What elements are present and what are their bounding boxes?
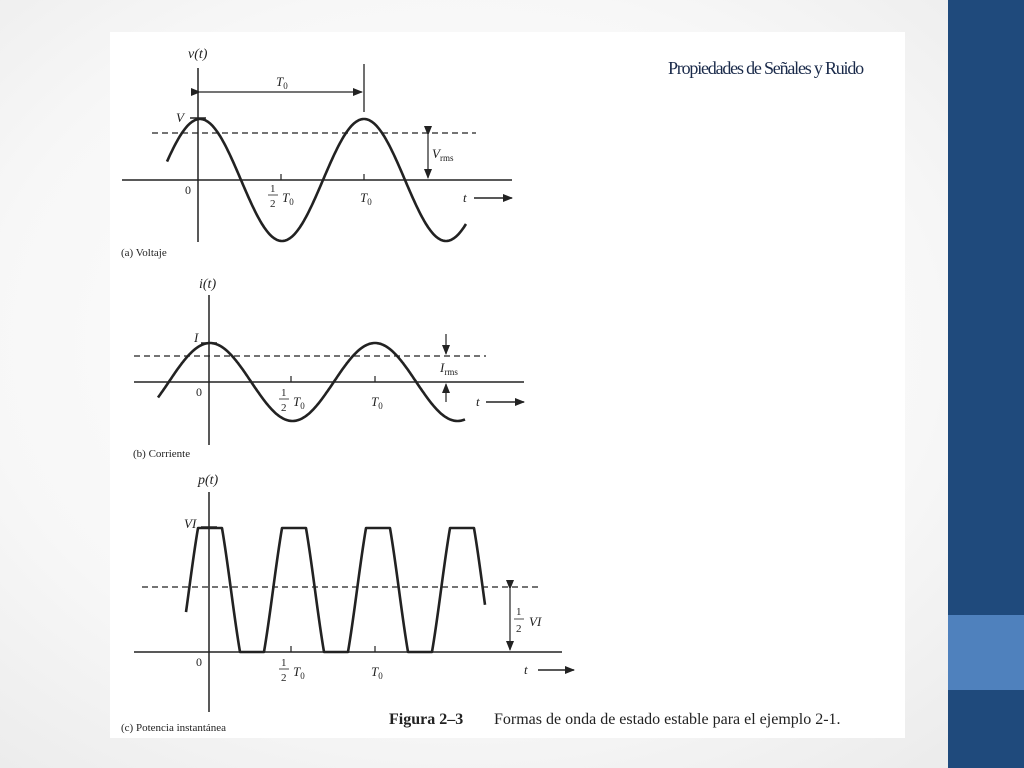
voltage-period-label: $T_0$ xyxy=(276,74,288,91)
power-t0-label: $T_0$ xyxy=(371,664,383,681)
current-half-den: 2 xyxy=(281,402,287,414)
current-half-num: 1 xyxy=(281,387,287,399)
current-t0-label: $T_0$ xyxy=(371,394,383,411)
voltage-amplitude-label: V xyxy=(176,110,184,125)
voltage-t-label: t xyxy=(463,190,467,205)
voltage-caption: (a) Voltaje xyxy=(121,247,167,259)
current-rms-label: $I_{rms}$ xyxy=(440,360,458,377)
power-t-label: t xyxy=(524,662,528,677)
voltage-rms-label: $V_{rms}$ xyxy=(432,146,454,163)
voltage-origin-label: 0 xyxy=(185,183,191,197)
current-origin-label: 0 xyxy=(196,385,202,399)
current-panel xyxy=(133,277,524,460)
power-average-num: 1 xyxy=(516,606,522,618)
current-caption: (b) Corriente xyxy=(133,448,191,460)
power-waveform xyxy=(186,528,485,652)
figure-caption-text: Formas de onda de estado estable para el ejemplo 2-1. xyxy=(494,711,841,728)
voltage-panel xyxy=(121,47,512,259)
power-half-t0-label: $T_0$ xyxy=(293,664,305,681)
voltage-t0-label: $T_0$ xyxy=(360,190,372,207)
power-ylabel: p(t) xyxy=(198,473,219,488)
power-average-label: VI xyxy=(529,614,542,629)
current-amplitude-label: I xyxy=(194,330,199,345)
power-average-den: 2 xyxy=(516,623,522,635)
power-origin-label: 0 xyxy=(196,655,202,669)
power-amplitude-label: VI xyxy=(184,516,197,531)
current-t-label: t xyxy=(476,394,480,409)
voltage-ylabel: v(t) xyxy=(188,47,208,62)
power-panel xyxy=(121,473,574,734)
figure-caption-label: Figura 2–3 xyxy=(389,711,464,728)
slide-title: Propiedades de Señales y Ruido xyxy=(668,58,863,78)
power-half-den: 2 xyxy=(281,672,287,684)
power-caption: (c) Potencia instantánea xyxy=(121,722,227,734)
current-ylabel: i(t) xyxy=(199,277,217,292)
current-half-t0-label: $T_0$ xyxy=(293,394,305,411)
voltage-half-num: 1 xyxy=(270,183,276,195)
power-half-num: 1 xyxy=(281,657,287,669)
voltage-half-t0-label: $T_0$ xyxy=(282,190,294,207)
voltage-half-den: 2 xyxy=(270,198,276,210)
